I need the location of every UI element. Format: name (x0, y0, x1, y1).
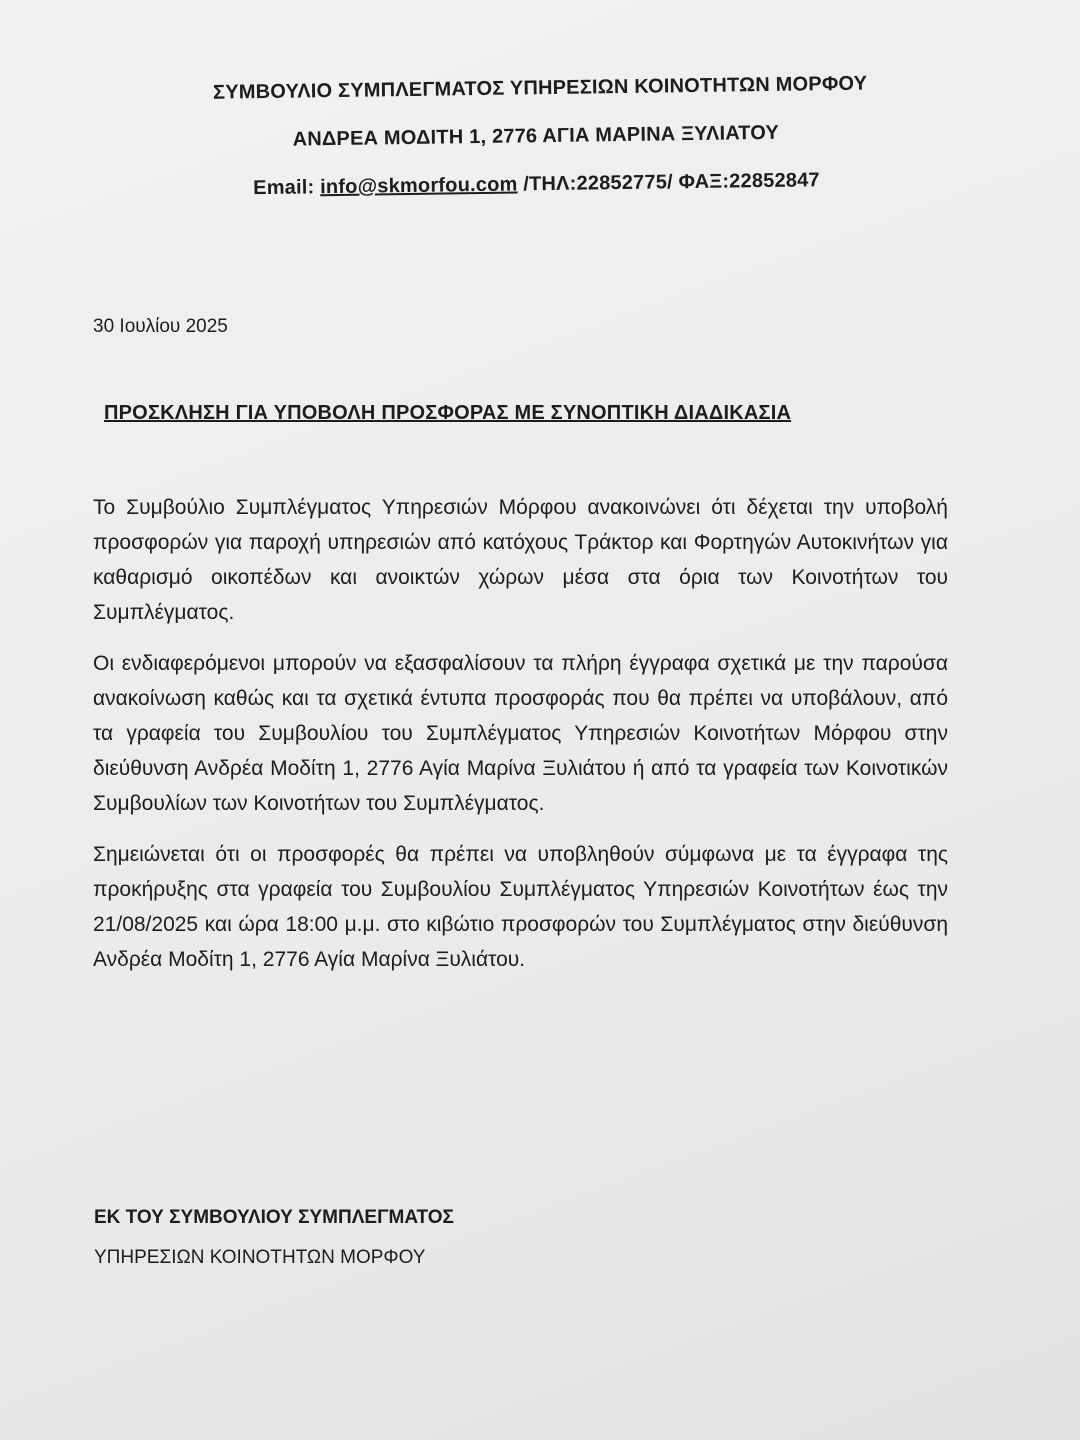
email-label: Email: (253, 176, 321, 200)
signature-line-1: ΕΚ ΤΟΥ ΣΥΜΒΟΥΛΙΟΥ ΣΥΜΠΛΕΓΜΑΤΟΣ (94, 1207, 454, 1228)
signature-block (94, 1203, 454, 1283)
letter-date: 30 Ιουλίου 2025 (93, 316, 228, 337)
phone-fax: /ΤΗΛ:22852775/ ΦΑΞ:22852847 (517, 169, 820, 196)
document-title: ΠΡΟΣΚΛΗΣΗ ΓΙΑ ΥΠΟΒΟΛΗ ΠΡΟΣΦΟΡΑΣ ΜΕ ΣΥΝΟΠΤΙΚΗ ΔΙΑΔΙΚΑΣΙΑ (104, 402, 792, 424)
letter-body (93, 490, 948, 993)
body-paragraph: Το Συμβούλιο Συμπλέγματος Υπηρεσιών Μόρφου ανακοινώνει ότι δέχεται την υποβολή προσφορών για παροχή υπηρεσιών από κατόχους Τράκτορ και Φορτηγών Αυτοκινήτων για καθαρισμό οικοπέδων και ανοικτών χώρων μέσα στα όρια των Κοινοτήτων του Συμπλέγματος. (93, 496, 948, 624)
email-link[interactable]: info@skmorfou.com (320, 173, 518, 199)
organization-name: ΣΥΜΒΟΥΛΙΟ ΣΥΜΠΛΕΓΜΑΤΟΣ ΥΠΗΡΕΣΙΩΝ ΚΟΙΝΟΤΗΤΩΝ ΜΟΡΦΟΥ (212, 72, 868, 104)
letterhead (120, 68, 952, 224)
organization-address: ΑΝΔΡΕΑ ΜΟΔΙΤΗ 1, 2776 ΑΓΙΑ ΜΑΡΙΝΑ ΞΥΛΙΑΤΟΥ (292, 121, 780, 151)
body-paragraph: Σημειώνεται ότι οι προσφορές θα πρέπει να υποβληθούν σύμφωνα με τα έγγραφα της προκήρυξης στα γραφεία του Συμβουλίου Συμπλέγματος Υπηρεσιών Κοινοτήτων έως την 21/08/2025 και ώρα 18:00 μ.μ. στο κιβώτιο προσφορών του Συμπλέγματος στην διεύθυνση Ανδρέα Μοδίτη 1, 2776 Αγία Μαρίνα Ξυλιάτου. (93, 843, 948, 971)
contact-line (121, 164, 952, 224)
body-paragraph: Οι ενδιαφερόμενοι μπορούν να εξασφαλίσουν τα πλήρη έγγραφα σχετικά με την παρούσα ανακοίνωση καθώς και τα σχετικά έντυπα προσφοράς που θα πρέπει να υποβάλουν, από τα γραφεία του Συμβουλίου του Συμπλέγματος Υπηρεσιών Κοινοτήτων Μόρφου στην διεύθυνση Ανδρέα Μοδίτη 1, 2776 Αγία Μαρίνα Ξυλιάτου ή από τα γραφεία των Κοινοτικών Συμβουλίων των Κοινοτήτων του Συμπλέγματος. (93, 652, 948, 815)
signature-line-2: ΥΠΗΡΕΣΙΩΝ ΚΟΙΝΟΤΗΤΩΝ ΜΟΡΦΟΥ (94, 1247, 426, 1268)
